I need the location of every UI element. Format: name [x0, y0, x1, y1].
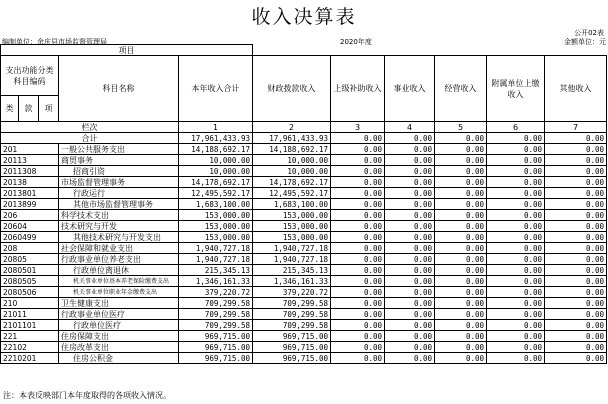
row-name: 机关事业单位职业年金缴费支出 — [59, 287, 179, 298]
row-col-3: 0.00 — [331, 309, 385, 320]
row-name: 一般公共服务支出 — [59, 144, 179, 155]
row-col-5: 0.00 — [435, 232, 487, 243]
row-col-5: 0.00 — [435, 155, 487, 166]
row-col-6: 0.00 — [487, 232, 545, 243]
row-col-4: 0.00 — [385, 166, 435, 177]
row-col-3: 0.00 — [331, 254, 385, 265]
seq-1: 1 — [179, 122, 253, 133]
seq-3: 3 — [331, 122, 385, 133]
row-name: 技术研究与开发 — [59, 221, 179, 232]
row-name: 社会保障和就业支出 — [59, 243, 179, 254]
row-name: 行政运行 — [59, 188, 179, 199]
header-col-1: 本年收入合计 — [179, 56, 253, 122]
table-row — [1, 221, 607, 232]
row-col-4: 0.00 — [385, 265, 435, 276]
row-col-5: 0.00 — [435, 276, 487, 287]
row-name: 市场监督管理事务 — [59, 177, 179, 188]
row-col-3: 0.00 — [331, 298, 385, 309]
row-col-5: 0.00 — [435, 298, 487, 309]
row-col-7: 0.00 — [545, 243, 607, 254]
row-col-6: 0.00 — [487, 331, 545, 342]
form-code: 公开02表 — [574, 29, 604, 37]
page-title: 收入决算表 — [251, 6, 357, 28]
seq-7: 7 — [545, 122, 607, 133]
row-col-7: 0.00 — [545, 331, 607, 342]
row-col-6: 0.00 — [487, 309, 545, 320]
row-col-5: 0.00 — [435, 287, 487, 298]
row-col-4: 0.00 — [385, 243, 435, 254]
row-col-5: 0.00 — [435, 144, 487, 155]
row-col-3: 0.00 — [331, 221, 385, 232]
row-fiscal-income: 1,940,727.18 — [253, 254, 331, 265]
header-col-2: 财政拨款收入 — [253, 56, 331, 122]
row-total-income: 14,178,692.17 — [179, 177, 253, 188]
row-code: 21011 — [1, 309, 59, 320]
row-code: 2080501 — [1, 265, 59, 276]
row-col-7: 0.00 — [545, 320, 607, 331]
row-col-4: 0.00 — [385, 155, 435, 166]
table-row — [1, 177, 607, 188]
row-col-4: 0.00 — [385, 287, 435, 298]
row-col-4: 0.00 — [385, 210, 435, 221]
row-name: 卫生健康支出 — [59, 298, 179, 309]
row-col-6: 0.00 — [487, 342, 545, 353]
row-name: 行政事业单位养老支出 — [59, 254, 179, 265]
row-col-3: 0.00 — [331, 232, 385, 243]
total-v7: 0.00 — [545, 133, 607, 144]
row-fiscal-income: 153,000.00 — [253, 221, 331, 232]
row-col-5: 0.00 — [435, 254, 487, 265]
header-xiang: 项 — [39, 96, 59, 122]
row-total-income: 1,683,100.00 — [179, 199, 253, 210]
table-row — [1, 342, 607, 353]
table-row — [1, 276, 607, 287]
row-col-3: 0.00 — [331, 188, 385, 199]
row-total-income: 1,940,727.18 — [179, 243, 253, 254]
row-col-7: 0.00 — [545, 199, 607, 210]
table-row — [1, 254, 607, 265]
row-col-5: 0.00 — [435, 353, 487, 364]
row-total-income: 153,000.00 — [179, 210, 253, 221]
row-col-3: 0.00 — [331, 243, 385, 254]
row-col-7: 0.00 — [545, 287, 607, 298]
row-code: 2080506 — [1, 287, 59, 298]
row-name: 住房保障支出 — [59, 331, 179, 342]
seq-2: 2 — [253, 122, 331, 133]
row-fiscal-income: 10,000.00 — [253, 155, 331, 166]
income-table — [0, 44, 607, 364]
table-row — [1, 298, 607, 309]
row-col-6: 0.00 — [487, 144, 545, 155]
year-label: 2020年度 — [340, 38, 372, 46]
header-seq-label: 栏次 — [1, 122, 179, 133]
row-name: 科学技术支出 — [59, 210, 179, 221]
row-code: 208 — [1, 243, 59, 254]
row-col-3: 0.00 — [331, 210, 385, 221]
row-fiscal-income: 379,220.72 — [253, 287, 331, 298]
row-fiscal-income: 215,345.13 — [253, 265, 331, 276]
header-lei: 类 — [1, 96, 19, 122]
row-col-7: 0.00 — [545, 309, 607, 320]
row-code: 221 — [1, 331, 59, 342]
row-col-6: 0.00 — [487, 188, 545, 199]
table-row — [1, 144, 607, 155]
row-col-3: 0.00 — [331, 177, 385, 188]
row-col-4: 0.00 — [385, 276, 435, 287]
row-col-5: 0.00 — [435, 221, 487, 232]
row-col-4: 0.00 — [385, 254, 435, 265]
row-col-4: 0.00 — [385, 298, 435, 309]
row-total-income: 10,000.00 — [179, 166, 253, 177]
row-fiscal-income: 969,715.00 — [253, 353, 331, 364]
row-name: 行政单位离退休 — [59, 265, 179, 276]
row-fiscal-income: 1,683,100.00 — [253, 199, 331, 210]
row-total-income: 153,000.00 — [179, 221, 253, 232]
row-name: 住房改革支出 — [59, 342, 179, 353]
header-item: 项目 — [1, 45, 253, 56]
row-name: 机关事业单位基本养老保险缴费支出 — [59, 276, 179, 287]
row-col-7: 0.00 — [545, 298, 607, 309]
row-name: 其他技术研究与开发支出 — [59, 232, 179, 243]
table-row — [1, 188, 607, 199]
row-col-5: 0.00 — [435, 265, 487, 276]
row-code: 20138 — [1, 177, 59, 188]
header-subject-name: 科目名称 — [59, 56, 179, 122]
amount-unit: 金额单位：元 — [564, 38, 606, 46]
row-col-7: 0.00 — [545, 166, 607, 177]
table-row — [1, 199, 607, 210]
row-fiscal-income: 709,299.58 — [253, 309, 331, 320]
row-col-3: 0.00 — [331, 265, 385, 276]
row-total-income: 379,220.72 — [179, 287, 253, 298]
total-v4: 0.00 — [385, 133, 435, 144]
row-code: 2060499 — [1, 232, 59, 243]
header-col-7: 其他收入 — [545, 56, 607, 122]
row-code: 2011308 — [1, 166, 59, 177]
row-col-7: 0.00 — [545, 155, 607, 166]
table-row — [1, 353, 607, 364]
row-col-3: 0.00 — [331, 287, 385, 298]
total-label: 合计 — [1, 133, 179, 144]
row-fiscal-income: 153,000.00 — [253, 232, 331, 243]
row-code: 20805 — [1, 254, 59, 265]
row-total-income: 14,188,692.17 — [179, 144, 253, 155]
header-col-4: 事业收入 — [385, 56, 435, 122]
row-code: 20113 — [1, 155, 59, 166]
row-fiscal-income: 1,346,161.33 — [253, 276, 331, 287]
footnote: 注：本表反映部门本年度取得的各项收入情况。 — [3, 391, 171, 400]
row-total-income: 1,346,161.33 — [179, 276, 253, 287]
row-col-7: 0.00 — [545, 177, 607, 188]
row-col-6: 0.00 — [487, 210, 545, 221]
total-v1: 17,961,433.93 — [179, 133, 253, 144]
table-row — [1, 265, 607, 276]
row-name: 行政事业单位医疗 — [59, 309, 179, 320]
row-col-4: 0.00 — [385, 188, 435, 199]
row-col-7: 0.00 — [545, 254, 607, 265]
row-col-3: 0.00 — [331, 144, 385, 155]
row-total-income: 10,000.00 — [179, 155, 253, 166]
row-col-7: 0.00 — [545, 232, 607, 243]
table-row — [1, 309, 607, 320]
row-col-4: 0.00 — [385, 221, 435, 232]
row-col-7: 0.00 — [545, 221, 607, 232]
row-total-income: 969,715.00 — [179, 353, 253, 364]
row-col-4: 0.00 — [385, 177, 435, 188]
row-col-5: 0.00 — [435, 177, 487, 188]
seq-5: 5 — [435, 122, 487, 133]
row-col-7: 0.00 — [545, 265, 607, 276]
row-col-5: 0.00 — [435, 199, 487, 210]
row-col-6: 0.00 — [487, 177, 545, 188]
row-col-6: 0.00 — [487, 254, 545, 265]
header-col-5: 经营收入 — [435, 56, 487, 122]
row-total-income: 709,299.58 — [179, 320, 253, 331]
row-col-5: 0.00 — [435, 210, 487, 221]
row-code: 22102 — [1, 342, 59, 353]
row-fiscal-income: 709,299.58 — [253, 298, 331, 309]
row-total-income: 969,715.00 — [179, 331, 253, 342]
table-row — [1, 320, 607, 331]
row-col-6: 0.00 — [487, 276, 545, 287]
row-fiscal-income: 153,000.00 — [253, 210, 331, 221]
row-total-income: 12,495,592.17 — [179, 188, 253, 199]
row-col-4: 0.00 — [385, 144, 435, 155]
row-fiscal-income: 10,000.00 — [253, 166, 331, 177]
row-col-7: 0.00 — [545, 342, 607, 353]
header-kuan: 款 — [19, 96, 39, 122]
total-v5: 0.00 — [435, 133, 487, 144]
row-col-7: 0.00 — [545, 276, 607, 287]
row-col-3: 0.00 — [331, 342, 385, 353]
row-code: 2210201 — [1, 353, 59, 364]
row-col-3: 0.00 — [331, 199, 385, 210]
row-total-income: 969,715.00 — [179, 342, 253, 353]
row-col-3: 0.00 — [331, 166, 385, 177]
row-fiscal-income: 14,188,692.17 — [253, 144, 331, 155]
row-code: 2080505 — [1, 276, 59, 287]
row-col-4: 0.00 — [385, 199, 435, 210]
row-code: 2101101 — [1, 320, 59, 331]
row-code: 210 — [1, 298, 59, 309]
row-total-income: 215,345.13 — [179, 265, 253, 276]
row-fiscal-income: 1,940,727.18 — [253, 243, 331, 254]
row-col-3: 0.00 — [331, 331, 385, 342]
row-col-6: 0.00 — [487, 320, 545, 331]
row-name: 其他市场监督管理事务 — [59, 199, 179, 210]
row-col-3: 0.00 — [331, 353, 385, 364]
row-col-7: 0.00 — [545, 353, 607, 364]
row-fiscal-income: 14,178,692.17 — [253, 177, 331, 188]
header-col-3: 上级补助收入 — [331, 56, 385, 122]
row-code: 201 — [1, 144, 59, 155]
row-fiscal-income: 12,495,592.17 — [253, 188, 331, 199]
row-col-6: 0.00 — [487, 221, 545, 232]
table-row — [1, 166, 607, 177]
row-fiscal-income: 969,715.00 — [253, 342, 331, 353]
row-col-4: 0.00 — [385, 342, 435, 353]
row-col-5: 0.00 — [435, 342, 487, 353]
row-col-4: 0.00 — [385, 232, 435, 243]
row-total-income: 153,000.00 — [179, 232, 253, 243]
row-col-5: 0.00 — [435, 188, 487, 199]
row-col-6: 0.00 — [487, 166, 545, 177]
table-row — [1, 210, 607, 221]
row-col-6: 0.00 — [487, 298, 545, 309]
row-col-6: 0.00 — [487, 155, 545, 166]
row-col-5: 0.00 — [435, 166, 487, 177]
seq-6: 6 — [487, 122, 545, 133]
unit-label: 编制单位：余庆县市场监督管理局 — [2, 38, 107, 46]
table-row — [1, 232, 607, 243]
row-col-4: 0.00 — [385, 309, 435, 320]
table-row — [1, 243, 607, 254]
row-col-6: 0.00 — [487, 243, 545, 254]
total-v6: 0.00 — [487, 133, 545, 144]
header-func-code: 支出功能分类科目编码 — [1, 56, 59, 96]
row-code: 206 — [1, 210, 59, 221]
table-row — [1, 155, 607, 166]
row-col-6: 0.00 — [487, 287, 545, 298]
row-col-4: 0.00 — [385, 331, 435, 342]
row-col-6: 0.00 — [487, 199, 545, 210]
row-col-5: 0.00 — [435, 243, 487, 254]
row-col-5: 0.00 — [435, 309, 487, 320]
row-fiscal-income: 969,715.00 — [253, 331, 331, 342]
row-total-income: 1,940,727.18 — [179, 254, 253, 265]
total-v3: 0.00 — [331, 133, 385, 144]
row-col-3: 0.00 — [331, 155, 385, 166]
row-col-4: 0.00 — [385, 320, 435, 331]
row-col-7: 0.00 — [545, 188, 607, 199]
row-total-income: 709,299.58 — [179, 298, 253, 309]
total-row — [1, 133, 607, 144]
table-row — [1, 331, 607, 342]
row-name: 商贸事务 — [59, 155, 179, 166]
row-col-3: 0.00 — [331, 320, 385, 331]
row-col-5: 0.00 — [435, 320, 487, 331]
row-name: 招商引资 — [59, 166, 179, 177]
row-code: 20604 — [1, 221, 59, 232]
seq-4: 4 — [385, 122, 435, 133]
row-name: 行政单位医疗 — [59, 320, 179, 331]
table-row — [1, 287, 607, 298]
row-code: 2013801 — [1, 188, 59, 199]
row-col-6: 0.00 — [487, 353, 545, 364]
header-col-6: 附属单位上缴收入 — [487, 56, 545, 122]
row-col-3: 0.00 — [331, 276, 385, 287]
row-col-5: 0.00 — [435, 331, 487, 342]
row-total-income: 709,299.58 — [179, 309, 253, 320]
row-fiscal-income: 709,299.58 — [253, 320, 331, 331]
row-name: 住房公积金 — [59, 353, 179, 364]
total-v2: 17,961,433.93 — [253, 133, 331, 144]
row-col-7: 0.00 — [545, 144, 607, 155]
row-col-7: 0.00 — [545, 210, 607, 221]
row-col-6: 0.00 — [487, 265, 545, 276]
row-col-4: 0.00 — [385, 353, 435, 364]
row-code: 2013899 — [1, 199, 59, 210]
